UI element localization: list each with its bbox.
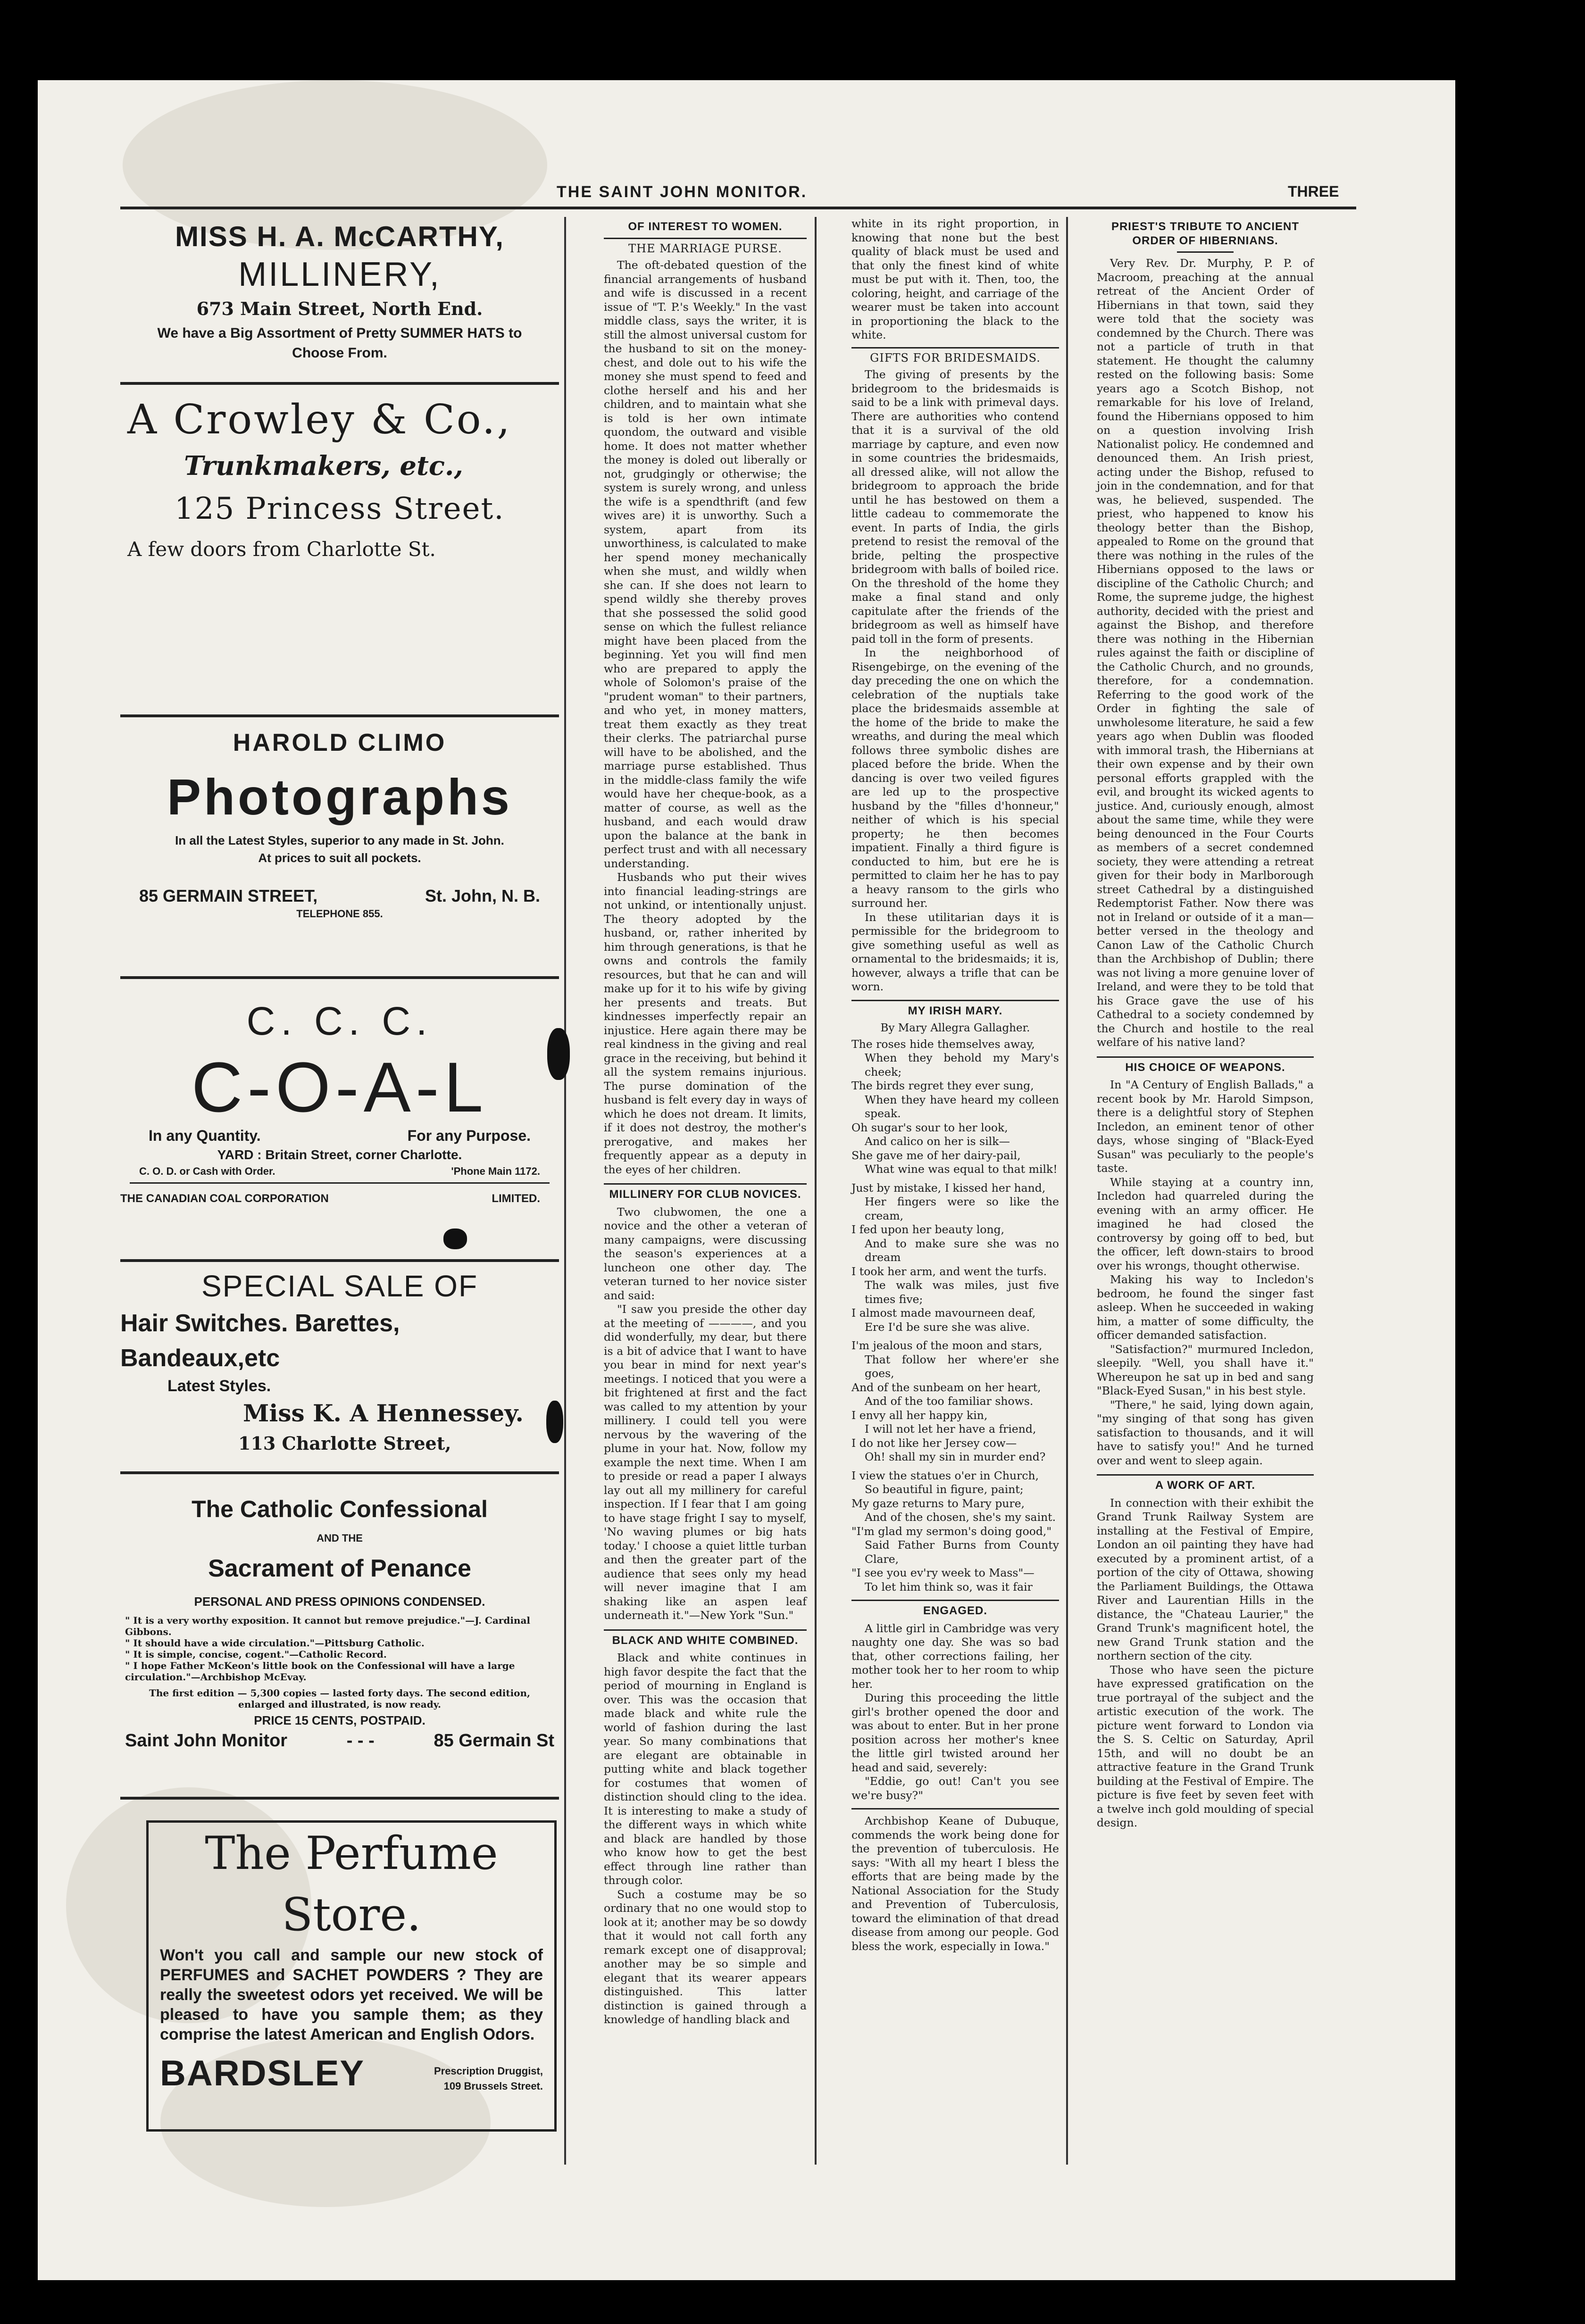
ad-confessional-pubaddress: 85 Germain St	[434, 1731, 554, 1751]
poem-line: I fed upon her beauty long,	[851, 1223, 1005, 1236]
poem-line: I view the statues o'er in Church,	[851, 1469, 1039, 1482]
article-paragraph: In these utilitarian days it is permissible for the bridegroom to give something useful as well as ornamental to the bridesmaids; it is, however, always a trifle that can be worn.	[851, 910, 1059, 993]
poem-line: I almost made mavourneen deaf,	[851, 1306, 1036, 1320]
article-paragraph: In "A Century of English Ballads," a recent book by Mr. Harold Simpson, there is a delightful story of Stephen Incledon, an eminent tenor of other days, whose singing of "Black-Eyed Susan" was peculiarly to the people's taste.	[1097, 1078, 1314, 1175]
poem-line: I took her arm, and went the turfs.	[851, 1264, 1047, 1278]
ad-divider	[120, 1471, 559, 1474]
article-paragraph: During this proceeding the little girl's brother opened the door and was about to enter. But in her prone position across her mother's knee the little girl twisted around her head and said, severely:	[851, 1691, 1059, 1774]
stanza-break	[851, 1464, 1059, 1469]
article-paragraph: "I saw you preside the other day at the meeting of ————, and you did wonderfully, my dear, but there is a bit of advice that I want to have you bear in mind for next year's meetings. I noticed that you were a bit frightened at first and the fact was called to my attention by your millinery. I could tell you were nervous by the wavering of the plume in your hat. Now, follow my example the next time. When I am to preside or read a paper I always lay out all my millinery for careful inspection. If I fear that I am going to have stage fright I say to myself, 'No waving plumes or big hats today.' I choose a quiet little turban and then the greater part of the audience that sees only my head will never imagine that I am shaking like an aspen leaf underneath it."—New York "Sun."	[604, 1303, 807, 1622]
ad-coal-yard: YARD : Britain Street, corner Charlotte.	[217, 1147, 462, 1162]
ad-coal	[120, 995, 559, 1205]
ad-divider	[120, 382, 559, 385]
ad-confessional-dashes: - - -	[346, 1731, 375, 1751]
ad-perfume-name: BARDSLEY	[160, 2053, 365, 2093]
poem-line: I'm jealous of the moon and stars,	[851, 1339, 1043, 1352]
ad-divider	[120, 1259, 559, 1262]
poem-line: I envy all her happy kin,	[851, 1408, 988, 1422]
ink-blot	[546, 1401, 563, 1443]
ad-climo-address: 85 GERMAIN STREET,	[139, 886, 318, 905]
newspaper-title: THE SAINT JOHN MONITOR.	[557, 183, 808, 201]
ad-climo-line2: At prices to suit all pockets.	[258, 851, 421, 865]
ink-blot	[547, 1028, 570, 1080]
ad-climo-city: St. John, N. B.	[425, 886, 540, 905]
poem-line: To let him think so, was it fair	[865, 1580, 1033, 1594]
poem-line: I will not let her have a friend,	[865, 1422, 1036, 1436]
heading-irish-mary: MY IRISH MARY.	[908, 1004, 1003, 1017]
ad-confessional-edition: The first edition — 5,300 copies — lasted forty days. The second edition, enlarged and illustrated, is now ready.	[149, 1687, 531, 1710]
column-3	[851, 217, 1059, 1953]
ad-divider	[120, 714, 559, 717]
article-paragraph: In the neighborhood of Risengebirge, on the evening of the day preceding the one on which the celebration of the nuptials take place the bridesmaids assemble at the home of the bride to make the wreaths, and during the meal which follows three symbolic dishes are placed before the bride. When the dancing is over two veiled figures are led up to the prospective husband by the "filles d'honneur," neither of which is his special property; he then becomes impatient. Finally a third figure is conducted to him, but ere he is permitted to claim her he has to pay a heavy ransom to the girls who surround her.	[851, 646, 1059, 910]
ad-crowley-trade: Trunkmakers, etc.,	[184, 450, 463, 481]
article-paragraph: Black and white continues in high favor despite the fact that the period of mourning in England is over. This was the occasion that made black and white rule the world of fashion during the last year. So many combinations that are elegant are obtainable in putting white and black together for costumes that women of distinction should cling to the idea. It is interesting to make a study of the different ways in which white and black are handled by those who know how to get the best effect through line rather than through color.	[604, 1651, 807, 1887]
ad-coal-limited: LIMITED.	[492, 1192, 540, 1205]
ad-hennessey-title: SPECIAL SALE OF	[201, 1269, 478, 1303]
poem-line: What wine was equal to that milk!	[865, 1162, 1058, 1176]
poem-line: Said Father Burns from County Clare,	[865, 1538, 1059, 1566]
poem-byline: By Mary Allegra Gallagher.	[880, 1022, 1030, 1034]
heading-women: OF INTEREST TO WOMEN.	[628, 220, 783, 233]
poem-line: So beautiful in figure, paint;	[865, 1483, 1024, 1496]
poem-line: And calico on her is silk—	[865, 1135, 1010, 1148]
ad-crowley	[127, 394, 561, 567]
article-paragraph: While staying at a country inn, Incledon had quarreled during the evening with an army officer. He imagined he had closed the controversy by going off to bed, but the officer, left down-stairs to brood over his wrongs, thought otherwise.	[1097, 1175, 1314, 1272]
ad-hennessey-name: Miss K. A Hennessey.	[243, 1399, 524, 1427]
ad-confessional-quote: " It should have a wide circulation."—Pittsburg Catholic.	[125, 1637, 425, 1649]
article-paragraph: "Eddie, go out! Can't you see we're busy?"	[851, 1775, 1059, 1802]
ad-coal-purpose: For any Purpose.	[407, 1127, 531, 1144]
ad-perfume-role: Prescription Druggist,	[434, 2065, 543, 2077]
ad-coal-phone: 'Phone Main 1172.	[451, 1165, 540, 1177]
ad-confessional-opinions: PERSONAL AND PRESS OPINIONS CONDENSED.	[194, 1594, 485, 1609]
poem-line: She gave me of her dairy-pail,	[851, 1148, 1021, 1162]
poem-line: That follow her where'er she goes,	[865, 1353, 1059, 1380]
article-paragraph: Two clubwomen, the one a novice and the other a veteran of many campaigns, were discussing the season's experiences at a luncheon one other day. The veteran turned to her novice sister and said:	[604, 1205, 807, 1302]
ad-hennessey-address: 113 Charlotte Street,	[238, 1433, 451, 1454]
poem-line: "I see you ev'ry week to Mass"—	[851, 1566, 1034, 1579]
masthead-rule	[120, 207, 1356, 209]
ad-crowley-tagline: A few doors from Charlotte St.	[127, 538, 436, 561]
ad-coal-company: THE CANADIAN COAL CORPORATION	[120, 1192, 329, 1205]
poem-line: My gaze returns to Mary pure,	[851, 1496, 1025, 1510]
stanza-break	[851, 1334, 1059, 1339]
article-paragraph: "There," he said, lying down again, "my singing of that song has given satisfaction to thousands, and it will have to satisfy you!" And he turned over and went to sleep again.	[1097, 1398, 1314, 1467]
newspaper-page	[38, 80, 1455, 2280]
article-paragraph: "Satisfaction?" murmured Incledon, sleepily. "Well, you shall have it." Whereupon he sat up in bed and sang "Black-Eyed Susan," in his best style.	[1097, 1342, 1314, 1397]
ad-confessional-title: The Catholic Confessional	[192, 1496, 488, 1522]
poem-line: And to make sure she was no dream	[865, 1237, 1059, 1264]
ad-perfume-title: The Perfume Store.	[205, 1827, 498, 1941]
poem-line: Her fingers were so like the cream,	[865, 1195, 1059, 1222]
poem-line: When they have heard my colleen speak.	[865, 1093, 1059, 1120]
poem-line: And of the sunbeam on her heart,	[851, 1380, 1041, 1394]
page-number: THREE	[1288, 183, 1339, 200]
poem-line: "I'm glad my sermon's doing good,"	[851, 1524, 1052, 1538]
article-continuation: white in its right proportion, in knowing that none but the best quality of black must be used and that only the finest kind of white must be put with it. Then, too, the coloring, height, and carriage of the wearer must be taken into account in proportioning the black to the white.	[851, 217, 1059, 341]
ad-hennessey	[120, 1266, 559, 1457]
article-paragraph: Husbands who put their wives into financial leading-strings are not unkind, or intentionally unjust. The theory adopted by the husband, or, rather inherited by him through generations, is that he owns and controls the family resources, but that he can and will make up for it to his wife by giving her presents and treats. But kindnesses imperfectly repair an injustice. Here again there may be real kindness in the giving and real grace in the receiving, but behind it all the system remains injurious. The purse domination of the husband is felt every day in ways of which he does not dream. It limits, if it does not destroy, the mother's prerogative, and makes her frequently appear as a deputy in the eyes of her children.	[604, 871, 807, 1176]
heading-club-novices: MILLINERY FOR CLUB NOVICES.	[609, 1188, 801, 1201]
ad-mccarthy	[120, 219, 559, 363]
ad-confessional-quote: " It is simple, concise, cogent."—Catholic Record.	[125, 1649, 387, 1660]
ad-climo-trade: Photographs	[167, 768, 512, 825]
poem-body	[851, 1038, 1059, 1594]
article-paragraph: Archbishop Keane of Dubuque, commends the work being done for the prevention of tuberculosis. He says: "With all my heart I bless the efforts that are being made by the National Association for the Study and Prevention of Tuberculosis, toward the elimination of that dread disease from among our people. God bless the work, especially in Iowa."	[851, 1814, 1059, 1953]
ad-hennessey-items: Hair Switches. Barettes, Bandeaux,etc	[120, 1310, 400, 1372]
heading-black-white: BLACK AND WHITE COMBINED.	[612, 1634, 799, 1647]
ink-blot	[443, 1228, 467, 1249]
ad-mccarthy-trade: MILLINERY,	[238, 256, 441, 293]
stanza-break	[851, 1177, 1059, 1181]
ad-climo	[120, 724, 559, 922]
ad-coal-qty: In any Quantity.	[149, 1127, 261, 1144]
ad-coal-terms: C. O. D. or Cash with Order.	[139, 1165, 275, 1177]
heading-engaged: ENGAGED.	[923, 1604, 987, 1617]
ad-confessional-price: PRICE 15 CENTS, POSTPAID.	[254, 1713, 425, 1727]
poem-line: The roses hide themselves away,	[851, 1037, 1035, 1051]
poem-line: Ere I'd be sure she was alive.	[865, 1320, 1030, 1334]
ad-confessional	[120, 1490, 559, 1751]
ad-perfume-body: Won't you call and sample our new stock of PERFUMES and SACHET POWDERS ? They are really the sweetest odors yet received. We will be pleased to have you sample them; as they comprise the latest American and English Odors.	[160, 1946, 543, 2043]
ad-mccarthy-address: 673 Main Street, North End.	[196, 298, 483, 319]
poem-line: Oh sugar's sour to her look,	[851, 1120, 1008, 1134]
ad-confessional-quote: " It is a very worthy exposition. It cannot but remove prejudice."—J. Cardinal Gibbons.	[125, 1615, 531, 1637]
column-rule	[1066, 217, 1068, 2165]
article-paragraph: Those who have seen the picture have expressed gratification on the true portrayal of the subject and the artistic execution of the work. The picture went forward to London via the S. S. Celtic on Saturday, April 15th, and will no doubt be an attractive feature in the Grand Trunk building at the Festival of Empire. The picture is five feet by seven feet with a twelve inch gold moulding of special design.	[1097, 1663, 1314, 1829]
poem-line: The walk was miles, just five times five;	[865, 1278, 1059, 1306]
ad-divider	[120, 1797, 559, 1800]
ad-climo-phone: TELEPHONE 855.	[296, 908, 383, 920]
ad-perfume-address: 109 Brussels Street.	[443, 2080, 543, 2092]
ad-coal-big: C-O-A-L	[191, 1047, 488, 1127]
ad-crowley-name: A Crowley & Co.,	[127, 396, 512, 443]
article-paragraph: Making his way to Incledon's bedroom, he found the singer fast asleep. When he succeeded in waking him, a matter of some difficulty, the officer demanded satisfaction.	[1097, 1273, 1314, 1342]
heading-gifts-bridesmaids: GIFTS FOR BRIDESMAIDS.	[870, 351, 1041, 365]
article-paragraph: Very Rev. Dr. Murphy, P. P. of Macroom, preaching at the annual retreat of the Ancient Order of Hibernians in that town, said they were told that the society was condemned by the Church. There was not a particle of truth in that statement. He thought the calumny rested on the following basis: Some years ago a Scotch Bishop, not remarkable for his love of Ireland, found the Hibernians opposed to him on a question involving Irish Nationalist policy. He condemned and denounced them. An Irish priest, acting under the Bishop, refused to join in the condemnation, and for that was, he believed, suspended. The priest, who happened to know his theology better than the Bishop, appealed to Rome on the ground that there was nothing in the rules of the Hibernians opposed to the laws or discipline of the Catholic Church; and Rome, the supreme judge, the highest authority, decided with the priest and against the Bishop, and therefore there was nothing in the Hibernian rules against the faith or discipline of the Catholic Church, and no grounds, therefore, for a condemnation. Referring to the good work of the Order in fighting the sale of unwholesome literature, he said a few years ago when Dublin was flooded with immoral trash, the Hibernians at their own expense and by their own personal efforts grappled with the evil, and brought its wicked agents to justice. And, curiously enough, almost about the same time, while they were being denounced in the Four Courts as members of a secret condemned society, they were attending a retreat given for their body in Marlborough street Cathedral by a distinguished Redemptorist Father. Now there was not in Ireland or outside of it a man—better versed in the theology and Canon Law of the Catholic Church than the Archbishop of Dublin; there was not living a more genuine lover of Ireland, and were they to be told that his Grace gave the use of his Cathedral to a society condemned by the Church and hostile to the real welfare of his native land?	[1097, 257, 1314, 1049]
poem-line: Just by mistake, I kissed her hand,	[851, 1181, 1046, 1195]
ad-mccarthy-line2: Choose From.	[292, 345, 387, 361]
article-paragraph: In connection with their exhibit the Grand Trunk Railway System are installing at the Festival of Empire, London an oil painting they have had executed by a prominent artist, of a portion of the city of Ottawa, showing the Parliament Buildings, the Ottawa River and Laurentian Hills in the distance, the "Chateau Laurier," the Grand Trunk's magnificent hotel, the new Grand Trunk station and the northern section of the city.	[1097, 1496, 1314, 1662]
article-paragraph: Such a costume may be so ordinary that no one would stop to look at it; another may be so dowdy that it would not call forth any remark except one of disapproval; another may be so simple and elegant that its wearer appears distinguished. This latter distinction is gained through a knowledge of handling black and	[604, 1887, 807, 2026]
column-rule	[815, 217, 817, 2165]
ad-mccarthy-name: MISS H. A. McCARTHY,	[175, 221, 504, 252]
ad-climo-name: HAROLD CLIMO	[233, 729, 447, 756]
article-paragraph: The oft-debated question of the financial arrangements of husband and wife is discussed in a recent issue of "T. P.'s Weekly." In the vast middle class, says the writer, it is still the almost universal custom for the husband to sit on the money-chest, and dole out to his wife the money she must spend to feed and clothe herself and his and her children, and to maintain what she is told is her own intimate quondom, the outward and visible home. It does not matter whether the money is doled out liberally or not, grudgingly or otherwise; the system is surely wrong, and unless the wife is a spendthrift (and few wives are) it is unworthy. Such a system, apart from its unworthiness, is calculated to make her spend money mechanically when she must, and wildly when she can. If she does not learn to spend wildly she thereby proves that she possessed the solid good sense on which the fullest reliance might have been placed from the beginning. Yet you will find men who are prepared to apply the whole of Solomon's praise of the "prudent woman" to their partners, and who yet, in money matters, treat them exactly as they treat their clerks. The patriarchal purse will have to be abolished, and the marriage purse established. Thus in the middle-class family the wife would have her cheque-book, as a matter of course, as well as the husband, and each would draw upon the balance at the bank in perfect trust and with all necessary understanding.	[604, 258, 807, 870]
column-rule	[564, 217, 566, 2165]
ad-confessional-publisher: Saint John Monitor	[125, 1731, 288, 1751]
poem-line: And of the chosen, she's my saint.	[865, 1511, 1056, 1524]
ad-mccarthy-line1: We have a Big Assortment of Pretty SUMMER HATS to	[157, 325, 522, 341]
ad-confessional-and: AND THE	[317, 1532, 363, 1544]
heading-choice-weapons: HIS CHOICE OF WEAPONS.	[1125, 1061, 1285, 1074]
ad-confessional-subtitle: Sacrament of Penance	[208, 1555, 471, 1582]
heading-marriage-purse: THE MARRIAGE PURSE.	[628, 241, 782, 255]
article-paragraph: The giving of presents by the bridegroom to the bridesmaids is said to be a link with primeval days. There are authorities who contend that it is a survival of the old marriage by capture, and even now in some countries the bridesmaids, all dressed alike, will not allow the bridegroom to approach the bride until he has bestowed on them a little cadeau to commemorate the event. In parts of India, the girls pretend to resist the removal of the bride, pelting the prospective bridegroom with balls of boiled rice. On the threshold of the home they make a final stand and only capitulate after the friends of the bridegroom as well as himself have paid toll in the form of presents.	[851, 368, 1059, 646]
ad-coal-title: C. C. C.	[246, 999, 433, 1043]
ad-crowley-address: 125 Princess Street.	[175, 491, 505, 526]
poem-line: I do not like her Jersey cow—	[851, 1436, 1017, 1450]
heading-work-of-art: A WORK OF ART.	[1155, 1479, 1256, 1492]
poem-line: The birds regret they ever sung,	[851, 1079, 1034, 1092]
poem-line: And of the too familiar shows.	[865, 1394, 1034, 1408]
poem-line: When they behold my Mary's cheek;	[865, 1051, 1059, 1079]
column-2	[604, 217, 807, 2027]
ad-divider	[120, 976, 559, 979]
poem-line: Oh! shall my sin in murder end?	[865, 1450, 1046, 1463]
ad-perfume	[146, 1820, 557, 2132]
ad-confessional-quote: " I hope Father McKeon's little book on the Confessional will have a large circulation."—Archbishop McEvay.	[125, 1660, 515, 1683]
article-paragraph: A little girl in Cambridge was very naughty one day. She was so bad that, other corrections failing, her mother took her to her room to whip her.	[851, 1621, 1059, 1691]
ad-hennessey-styles: Latest Styles.	[167, 1377, 271, 1395]
ad-climo-line1: In all the Latest Styles, superior to any made in St. John.	[175, 833, 504, 847]
column-4	[1097, 217, 1314, 1830]
heading-priest-tribute: PRIEST'S TRIBUTE TO ANCIENT ORDER OF HIBERNIANS.	[1111, 220, 1300, 247]
